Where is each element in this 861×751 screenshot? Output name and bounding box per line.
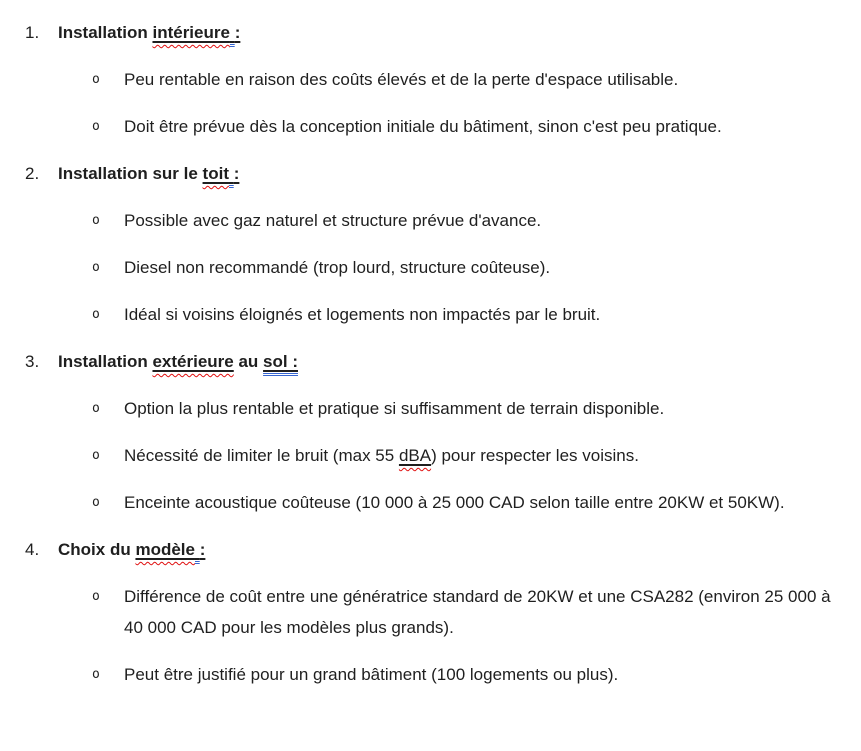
list-number: 2. [25, 164, 40, 183]
bullet-item [92, 299, 845, 330]
bullet-text [124, 581, 845, 643]
spellcheck-wavy-mark: dBA [398, 446, 432, 465]
text-segment: Installation [58, 23, 153, 42]
text-segment: Diesel non recommandé (trop lourd, structure coûteuse). [124, 258, 551, 277]
grammar-marked-text [263, 352, 298, 371]
underlined-text: : [233, 164, 240, 183]
bullet-text [124, 487, 845, 518]
bullet-text [124, 299, 845, 330]
text-segment: Installation sur le [58, 164, 203, 183]
numbered-item-2 [25, 158, 845, 189]
grammar-double-mark: sol : [263, 352, 298, 371]
spellcheck-wavy-mark: toit [202, 164, 229, 183]
bullet-marker: o [92, 667, 100, 682]
list-number: 3. [25, 352, 40, 371]
misspelled-word [152, 23, 229, 42]
numbered-item-3 [25, 346, 845, 377]
bullet-marker: o [92, 448, 100, 463]
spellcheck-wavy-mark: modèle [135, 540, 195, 559]
bullet-text [124, 252, 845, 283]
bullet-marker: o [92, 260, 100, 275]
bullet-marker: o [92, 401, 100, 416]
bullet-item [92, 659, 845, 690]
bullet-marker: o [92, 213, 100, 228]
item-heading [58, 346, 845, 377]
text-segment: Peu rentable en raison des coûts élevés et de la perte d'espace utilisable. [124, 70, 679, 89]
text-segment: Idéal si voisins éloignés et logements non impactés par le bruit. [124, 305, 601, 324]
misspelled-word [203, 164, 229, 183]
underlined-text: : [199, 540, 206, 559]
text-segment: Peut être justifié pour un grand bâtiment (100 logements ou plus). [124, 665, 619, 684]
text-segment: Possible avec gaz naturel et structure prévue d'avance. [124, 211, 542, 230]
bullet-item [92, 205, 845, 236]
text-segment: Enceinte acoustique coûteuse (10 000 à 25 000 CAD selon taille entre 20KW et 50KW). [124, 493, 785, 512]
bullet-marker: o [92, 307, 100, 322]
bullet-marker: o [92, 495, 100, 510]
item-heading [58, 17, 845, 48]
text-segment: au [233, 352, 264, 371]
bullet-text [124, 205, 845, 236]
misspelled-word [399, 446, 431, 465]
text-segment: Nécessité de limiter le bruit (max 55 [124, 446, 399, 465]
misspelled-word [135, 540, 195, 559]
bullet-text [124, 393, 845, 424]
list-number: 1. [25, 23, 40, 42]
spellcheck-wavy-mark: extérieure [152, 352, 234, 371]
bullet-text [124, 64, 845, 95]
numbered-item-1 [25, 17, 845, 48]
bullet-marker: o [92, 119, 100, 134]
misspelled-word [152, 352, 233, 371]
text-segment: Choix du [58, 540, 136, 559]
item-heading [58, 534, 845, 565]
bullet-marker: o [92, 589, 100, 604]
bullet-item [92, 252, 845, 283]
underlined-text: : [234, 23, 241, 42]
bullet-text [124, 440, 845, 471]
text-segment: ) pour respecter les voisins. [431, 446, 639, 465]
text-segment: Installation [58, 352, 153, 371]
list-number: 4. [25, 540, 40, 559]
bullet-item [92, 64, 845, 95]
spellcheck-wavy-mark: intérieure [152, 23, 230, 42]
text-segment: Doit être prévue dès la conception initiale du bâtiment, sinon c'est peu pratique. [124, 117, 722, 136]
text-segment: Option la plus rentable et pratique si suffisamment de terrain disponible. [124, 399, 665, 418]
text-segment: Différence de coût entre une génératrice standard de 20KW et une CSA282 (environ 25 000 à 40 000 CAD pour les modèles plus grands). [124, 587, 831, 637]
bullet-item [92, 487, 845, 518]
bullet-item [92, 581, 845, 643]
bullet-text [124, 659, 845, 690]
item-heading [58, 158, 845, 189]
bullet-item [92, 111, 845, 142]
bullet-item [92, 393, 845, 424]
bullet-marker: o [92, 72, 100, 87]
bullet-item [92, 440, 845, 471]
numbered-item-4 [25, 534, 845, 565]
bullet-text [124, 111, 845, 142]
